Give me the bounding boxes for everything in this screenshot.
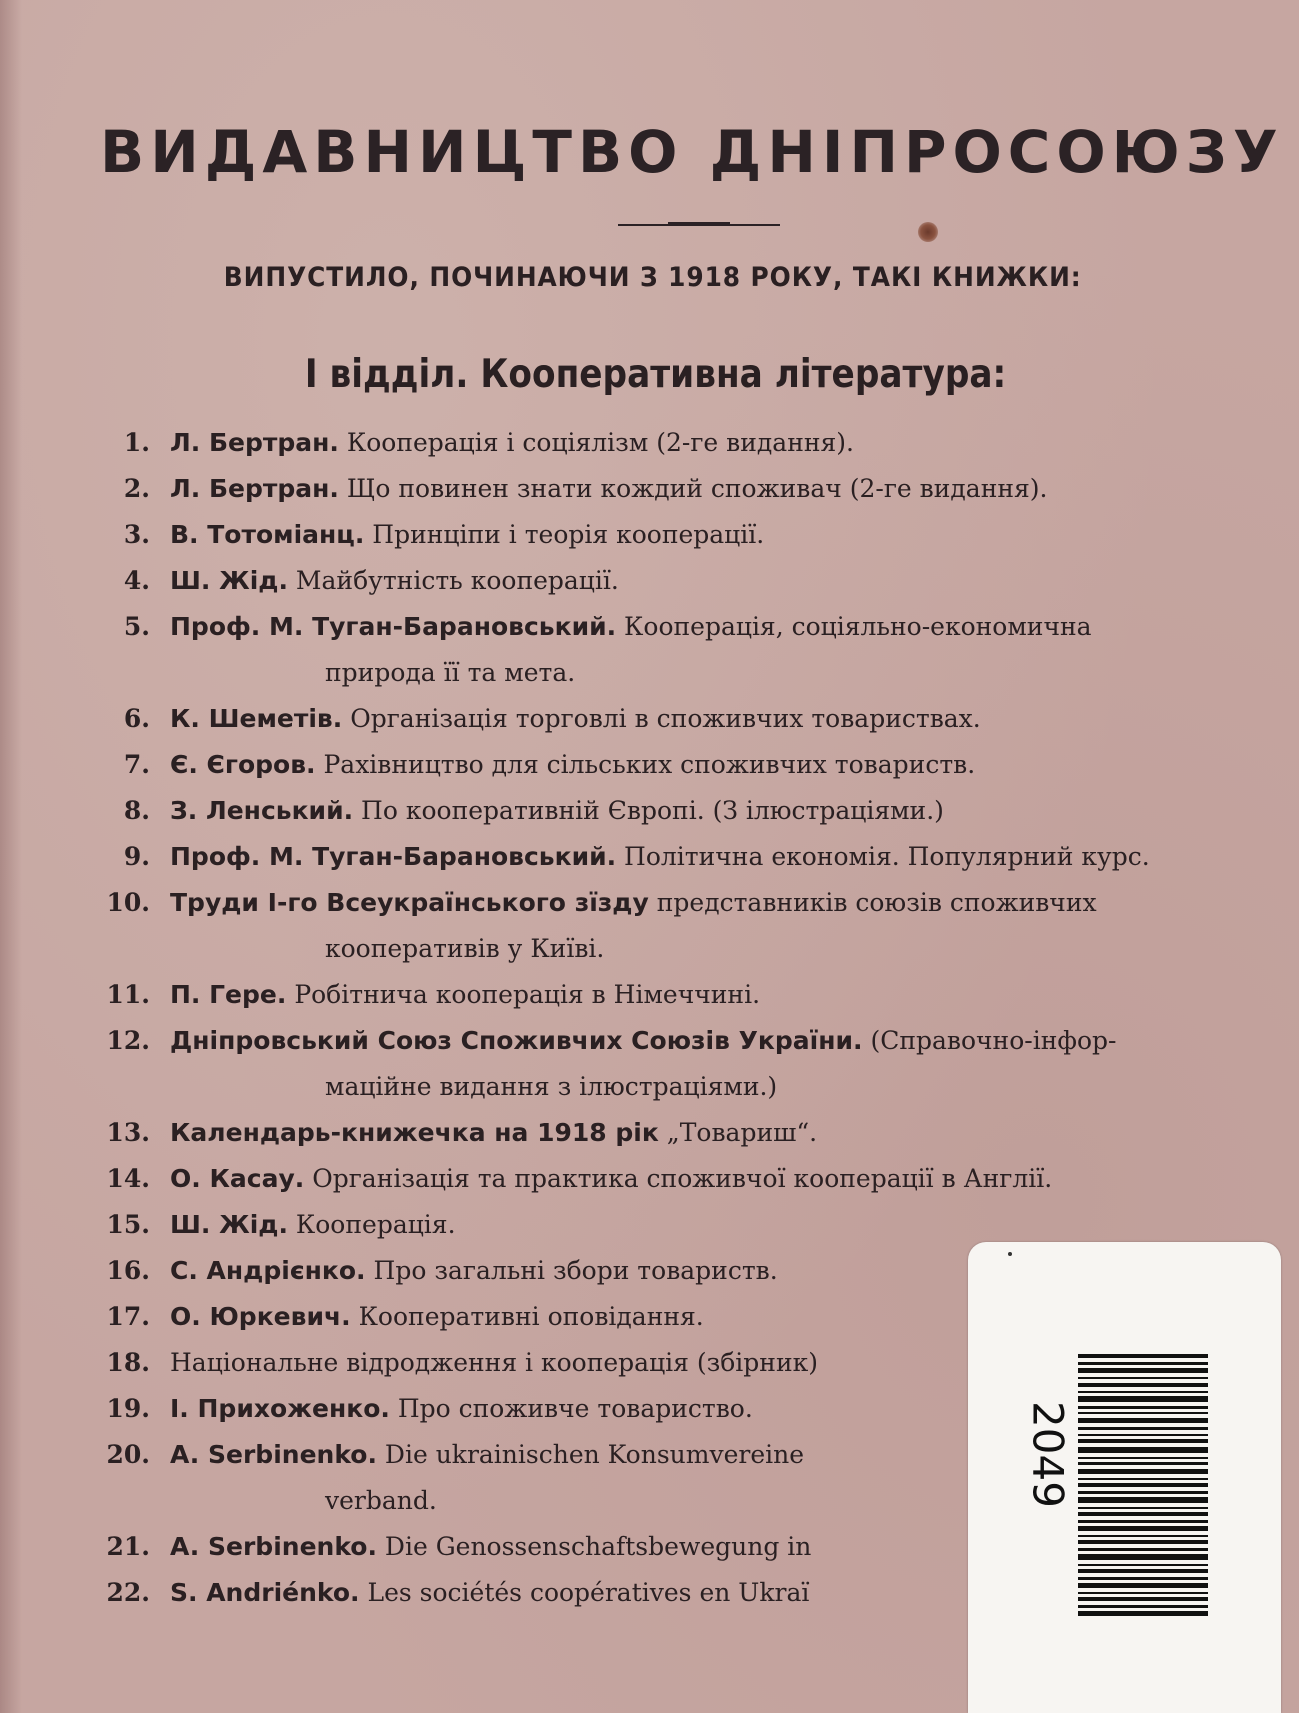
item-number: 16. <box>106 1256 150 1285</box>
item-author: S. Andriénko. <box>170 1578 360 1607</box>
item-title: Рахівництво для сільських споживчих товариств. <box>323 750 976 779</box>
item-author: С. Андрієнко. <box>170 1256 366 1285</box>
item-author: A. Serbinenko. <box>170 1440 377 1469</box>
item-author: З. Ленський. <box>170 796 354 825</box>
item-number: 9. <box>123 842 150 871</box>
item-number: 10. <box>106 888 150 917</box>
item-number: 17. <box>106 1302 150 1331</box>
item-title: представників союзів споживчих <box>656 888 1097 917</box>
item-author: Л. Бертран. <box>170 474 339 503</box>
item-title: Організація торговлі в споживчих товариствах. <box>350 704 981 733</box>
item-title: Що повинен знати кождий споживач (2-ге видання). <box>346 474 1048 503</box>
library-barcode-sticker <box>968 1242 1281 1713</box>
item-number: 18. <box>106 1348 150 1377</box>
item-author: Ш. Жід. <box>170 566 288 595</box>
item-title: Кооперація і соціялізм (2-ге видання). <box>346 428 854 457</box>
item-title: Кооперація, соціяльно-економична <box>624 612 1092 641</box>
item-author: П. Гере. <box>170 980 287 1009</box>
publisher-title: ВИДАВНИЦТВО ДНІПРОСОЮЗУ <box>100 118 1284 186</box>
item-number: 7. <box>123 750 150 779</box>
item-title: Кооперативні оповідання. <box>358 1302 704 1331</box>
item-number: 12. <box>106 1026 150 1055</box>
item-title-continued: verband. <box>325 1486 437 1515</box>
item-title: Принціпи і теорія кооперації. <box>372 520 765 549</box>
item-author: К. Шеметів. <box>170 704 343 733</box>
item-title-continued: природа її та мета. <box>325 658 576 687</box>
item-author: Є. Єгоров. <box>170 750 316 779</box>
item-number: 8. <box>123 796 150 825</box>
item-author: О. Юркевич. <box>170 1302 351 1331</box>
item-number: 15. <box>106 1210 150 1239</box>
item-title-continued: маційне видання з ілюстраціями.) <box>325 1072 778 1101</box>
item-number: 11. <box>106 980 150 1009</box>
item-title: Національне відродження і кооперація (збірник) <box>170 1348 819 1377</box>
item-number: 4. <box>123 566 150 595</box>
item-title: „Товариш“. <box>666 1118 818 1147</box>
item-title: Майбутність кооперації. <box>295 566 619 595</box>
item-title: По кооперативній Європі. (З ілюстраціями.) <box>361 796 944 825</box>
list-item <box>0 972 1299 1018</box>
catalog-subtitle: ВИПУСТИЛО, ПОЧИНАЮЧИ З 1918 РОКУ, ТАКІ КНИЖКИ: <box>223 262 1082 293</box>
item-number: 2. <box>123 474 150 503</box>
item-title: Організація та практика споживчої кооперації в Англії. <box>312 1164 1053 1193</box>
item-author: В. Тотоміанц. <box>170 520 365 549</box>
barcode-icon <box>1078 1354 1208 1616</box>
list-item <box>0 604 1299 696</box>
item-title: Про споживче товариство. <box>397 1394 753 1423</box>
item-title-continued: кооперативів у Київі. <box>325 934 605 963</box>
item-author: Дніпровський Союз Споживчих Союзів України. <box>170 1026 863 1055</box>
list-item <box>0 1018 1299 1110</box>
item-number: 1. <box>123 428 150 457</box>
ink-stain <box>918 222 938 242</box>
item-title: Les sociétés coopératives en Ukraï <box>367 1578 810 1607</box>
item-number: 13. <box>106 1118 150 1147</box>
section-heading: І відділ. Кооперативна література: <box>304 352 1007 397</box>
item-number: 3. <box>123 520 150 549</box>
item-number: 19. <box>106 1394 150 1423</box>
list-item <box>0 558 1299 604</box>
item-title: Політична економія. Популярний курс. <box>624 842 1150 871</box>
item-title: Die ukrainischen Konsumvereine <box>384 1440 805 1469</box>
item-title: Про загальні збори товариств. <box>373 1256 778 1285</box>
item-author: О. Касау. <box>170 1164 305 1193</box>
item-title: Die Genossenschaftsbewegung in <box>384 1532 812 1561</box>
list-item <box>0 466 1299 512</box>
ornament-rule-right <box>730 224 780 226</box>
item-number: 20. <box>106 1440 150 1469</box>
item-author: Л. Бертран. <box>170 428 339 457</box>
item-author: Проф. М. Туган-Барановський. <box>170 842 617 871</box>
item-number: 21. <box>106 1532 150 1561</box>
ornament-rule-left <box>618 224 668 226</box>
list-item <box>0 742 1299 788</box>
item-title: Робітнича кооперація в Німеччині. <box>294 980 761 1009</box>
item-author: Проф. М. Туган-Барановський. <box>170 612 617 641</box>
item-title: (Справочно-інфор- <box>870 1026 1117 1055</box>
list-item <box>0 1156 1299 1202</box>
barcode-number: 2049 <box>1023 1401 1073 1508</box>
list-item <box>0 788 1299 834</box>
ornament-rule-center <box>668 222 730 226</box>
list-item <box>0 1110 1299 1156</box>
list-item <box>0 696 1299 742</box>
item-author: Ш. Жід. <box>170 1210 288 1239</box>
item-title: Кооперація. <box>295 1210 456 1239</box>
item-number: 14. <box>106 1164 150 1193</box>
item-author: Календарь-книжечка на 1918 рік <box>170 1118 659 1147</box>
list-item <box>0 834 1299 880</box>
list-item <box>0 420 1299 466</box>
item-author: Труди І-го Всеукраїнського зїзду <box>170 888 649 917</box>
item-number: 6. <box>123 704 150 733</box>
list-item <box>0 512 1299 558</box>
item-author: A. Serbinenko. <box>170 1532 377 1561</box>
sticker-dot <box>1008 1252 1012 1256</box>
list-item <box>0 880 1299 972</box>
item-number: 22. <box>106 1578 150 1607</box>
item-author: І. Прихоженко. <box>170 1394 390 1423</box>
item-number: 5. <box>123 612 150 641</box>
